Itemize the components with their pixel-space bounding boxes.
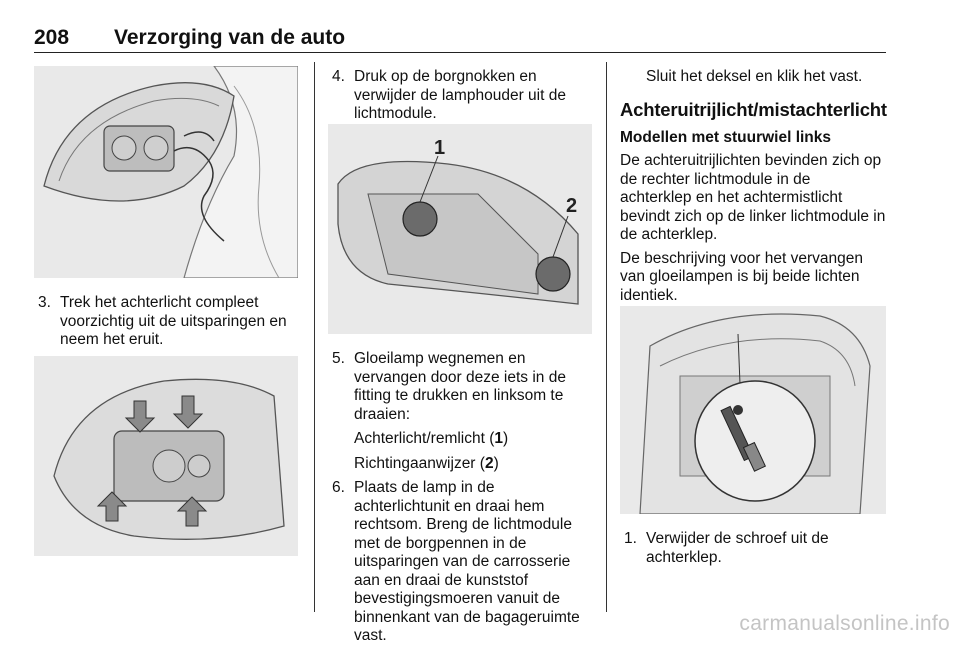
step-text: Trek het achterlicht compleet voorzichtig uit de uitsparingen en neem het eruit. <box>60 294 287 348</box>
item-ref: 2 <box>484 454 494 472</box>
column-3-text <box>620 68 886 305</box>
lamp-holder-illustration <box>328 124 592 334</box>
page-title: Verzorging van de auto <box>114 26 346 49</box>
paragraph-2: De beschrijving voor het vervangen van gloeilampen is bij beide lichten identiek. <box>620 249 863 304</box>
step-number: 1. <box>624 530 637 547</box>
step-4 <box>328 68 592 124</box>
bulb-item-2 <box>328 455 592 474</box>
item-ref: 1 <box>494 430 504 447</box>
figure-lamp-holder <box>328 124 592 334</box>
bulb-2-icon <box>536 257 570 291</box>
figure-label-1: 1 <box>434 137 446 159</box>
step-1 <box>620 530 886 567</box>
watermark: carmanualsonline.info <box>739 612 950 635</box>
column-3-bottom-text <box>620 530 886 567</box>
item-end: ) <box>493 454 499 472</box>
bulb-1-icon <box>403 202 437 236</box>
step-number: 3. <box>38 294 51 311</box>
step-text: Druk op de borgnokken en verwijder de lamphouder uit de lichtmodule. <box>354 68 566 122</box>
step-number: 5. <box>332 350 345 367</box>
item-label: Achterlicht/remlicht ( <box>354 430 495 447</box>
taillight-removal-illustration <box>34 356 298 556</box>
step-text: Verwijder de schroef uit de achterklep. <box>646 530 829 566</box>
section-subheading: Modellen met stuurwiel links <box>620 128 832 146</box>
column-2-bottom-text <box>328 350 592 646</box>
section-heading: Achteruitrijlicht/mistachterlicht <box>620 98 887 120</box>
column-2-top-text <box>328 68 592 124</box>
column-divider <box>314 62 315 612</box>
step-text: Gloeilamp wegnemen en vervangen door deze iets in de fitting te drukken en linksom te draaien: <box>354 350 566 423</box>
figure-label-2: 2 <box>566 195 578 217</box>
step-text: Plaats de lamp in de achterlichtunit en draai hem rechtsom. Breng de lichtmodule met de borgpennen in de uitsparingen van de carrosserie aan en draai de kunststof bevestigingsmoeren vanuit de binnenkant van de bagageruimte vast. <box>354 479 580 644</box>
figure-taillight-removal <box>34 356 298 556</box>
close-cover-text: Sluit het deksel en klik het vast. <box>646 68 863 85</box>
step-6 <box>328 479 592 646</box>
step-5 <box>328 350 592 424</box>
step-number: 4. <box>332 68 345 85</box>
page-header <box>34 26 886 53</box>
step-3 <box>34 294 298 350</box>
step-number: 6. <box>332 479 345 496</box>
tailgate-illustration <box>620 306 886 514</box>
figure-tailgate <box>620 306 886 514</box>
bulb-item-1 <box>328 430 592 449</box>
paragraph-1: De achteruitrijlichten bevinden zich op de rechter lichtmodule in de achterklep en het achtermistlicht bevindt zich op de linker lichtmodule in de achterklep. <box>620 152 886 243</box>
page-number: 208 <box>34 26 70 49</box>
item-end: ) <box>503 430 509 447</box>
column-divider <box>606 62 607 612</box>
taillight-illustration <box>34 66 298 278</box>
column-1-text <box>34 294 298 350</box>
figure-taillight-unit <box>34 66 298 278</box>
item-label: Richtingaanwijzer ( <box>354 454 485 472</box>
